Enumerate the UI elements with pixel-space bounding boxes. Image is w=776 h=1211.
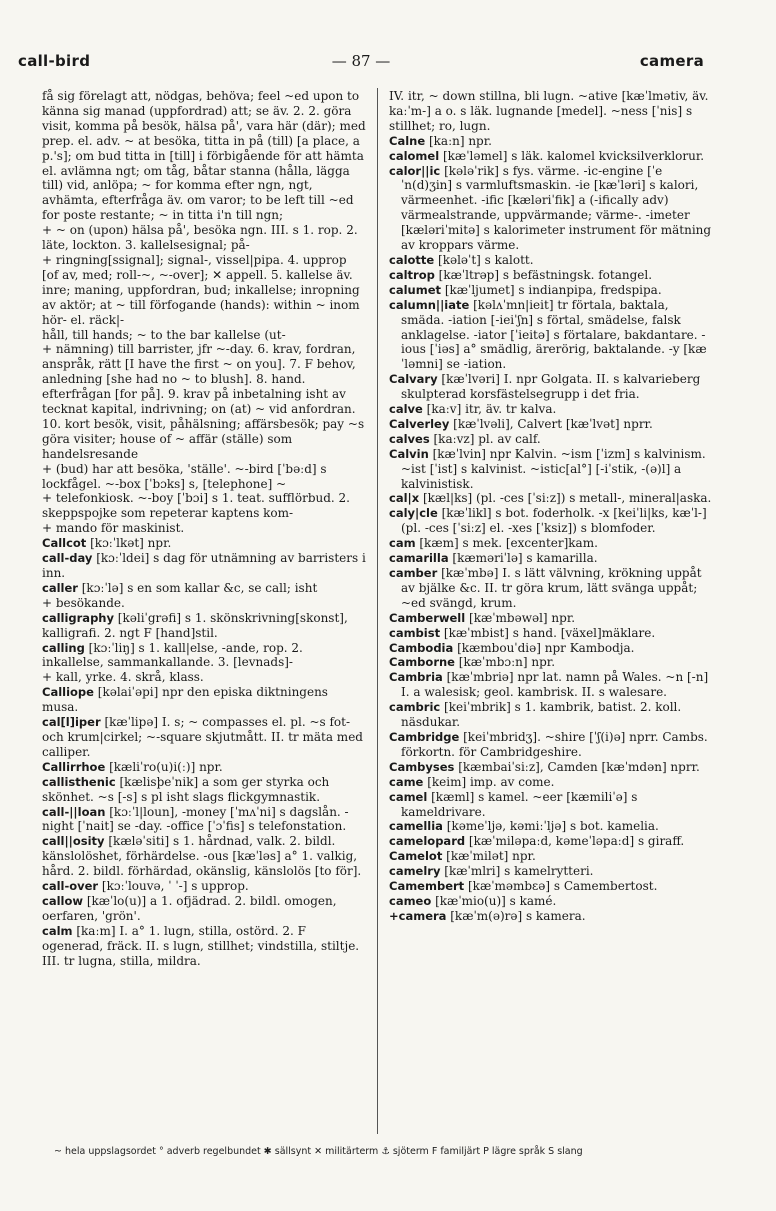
dictionary-entry	[42, 462, 366, 492]
headword: came	[389, 774, 424, 789]
entry-text: [kæˈmbə] I. s lätt välvning, krökning uppåt av bjälke &c. II. tr göra krum, lätt svänga uppåt; ~ed svängd, krum.	[401, 566, 702, 610]
dictionary-entry	[389, 506, 713, 536]
dictionary-entry	[389, 432, 713, 447]
dictionary-entry	[389, 551, 713, 566]
headword: camarilla	[389, 551, 449, 566]
headword: call-over	[42, 879, 99, 894]
column-divider	[377, 88, 378, 1134]
dictionary-entry	[389, 894, 713, 909]
headword: camelopard	[389, 834, 466, 849]
entry-text: [keiˈmbrik] s 1. kambrik, batist. 2. koll. näsdukar.	[401, 700, 682, 730]
headword: cambric	[389, 700, 441, 715]
dictionary-entry	[42, 924, 366, 969]
entry-text: [kɔːˈl|loun], -money [ˈmʌˈni] s dagslån. -night [ˈnait] se -day. -office [ˈɔˈfis] s telefonstation.	[42, 804, 349, 834]
entry-text: [kæˈmlri] s kamelrytteri.	[440, 864, 594, 879]
entry-text: [kæmbaiˈsiːz], Camden [kæˈmdən] nprr.	[454, 759, 700, 774]
headword: calling	[42, 640, 85, 655]
headword: Camberwell	[389, 610, 466, 625]
dictionary-entry	[389, 253, 713, 268]
dictionary-entry	[42, 760, 366, 775]
dictionary-entry	[389, 730, 713, 760]
entry-text: + telefonkiosk. ~-boy [ˈbɔi] s 1. teat. sufflörbud. 2. skeppspojke som repeterar kaptens kom-	[42, 491, 350, 521]
dictionary-entry	[42, 611, 366, 641]
headword: cal[l]iper	[42, 715, 101, 730]
entry-text: [kɔːˈlkət] npr.	[86, 536, 172, 551]
headword: call-||loan	[42, 804, 106, 819]
entry-text: + kall, yrke. 4. skrå, klass.	[42, 670, 204, 685]
dictionary-entry	[42, 805, 366, 835]
headword: camel	[389, 789, 428, 804]
dictionary-entry	[389, 775, 713, 790]
entry-text: [kæˈlo(u)] a 1. ofjädrad. 2. bildl. omogen, oerfaren, 'grön'.	[42, 893, 337, 923]
dictionary-entry	[42, 775, 366, 805]
dictionary-entry	[389, 283, 713, 298]
headword: call-day	[42, 551, 93, 566]
entry-text: [keiˈmbridʒ]. ~shire [ˈʃ(i)ə] nprr. Cambs. förkortn. för Cambridgeshire.	[401, 729, 708, 759]
dictionary-entry	[389, 268, 713, 283]
headword: cameo	[389, 893, 432, 908]
entry-text: [kəlaiˈəpi] npr den episka diktningens musa.	[42, 685, 328, 715]
headword: Camelot	[389, 849, 443, 864]
entry-text: + besökande.	[42, 595, 125, 610]
entry-text: [kæml] s kamel. ~eer [kæmiliˈə] s kameldrivare.	[401, 789, 638, 819]
headword: Calliope	[42, 685, 94, 700]
dictionary-entry	[389, 164, 713, 253]
entry-text: + mando för maskinist.	[42, 521, 185, 536]
entry-text: [kəliˈgrəfi] s 1. skönskrivning[skonst], kalligrafi. 2. ngt F [hand]stil.	[42, 610, 348, 640]
dictionary-entry	[389, 611, 713, 626]
dictionary-entry	[389, 402, 713, 417]
entry-text: [kaːvz] pl. av calf.	[429, 431, 541, 446]
left-guide-word: call-bird	[18, 52, 91, 70]
dictionary-entry	[389, 909, 713, 924]
entry-text: [kæˈmbriə] npr lat. namn på Wales. ~n [-n] I. a walesisk; geol. kambrisk. II. s walesare.	[401, 670, 709, 700]
headword: camber	[389, 566, 438, 580]
entry-text: [kæˈlikl] s bot. foderholk. -x [keiˈli|ks, kæˈl-] (pl. -ces [ˈsiːz] el. -xes [ˈksiz]) s blomfoder.	[401, 506, 707, 536]
headword: Cambria	[389, 670, 443, 685]
entry-text: [kæˈmbɔːn] npr.	[454, 655, 556, 670]
entry-text: IV. itr, ~ down stillna, bli lugn. ~ative [kæˈlmətiv, äv. kaːˈm-] a o. s läk. lugnande [medel]. ~ness [ˈnis] s stillhet; ro, lugn.	[389, 89, 709, 133]
entry-text: [kəlʌˈmn|ieit] tr förtala, baktala, smäda. -iation [-ieiˈʃn] s förtal, smädelse, falsk anklagelse. -iator [ˈieitə] s förtalare, bakdantare. -ious [ˈiəs] a° smädlig, ärerörig, baktalande. -y [kæˈləmni] se -iation.	[401, 297, 707, 372]
dictionary-entry	[389, 149, 713, 164]
entry-text: [kɔːˈlə] s en som kallar &c, se call; isht	[77, 580, 318, 595]
entry-text: få sig förelagt att, nödgas, behöva; feel ~ed upon to känna sig manad (uppfordrad) att; se äv. 2. 2. göra visit, komma på besök, hälsa på', vara här (där); med prep. el. adv. ~ at besöka, titta in på (till) [a place, a p.'s]; om bud titta in [till] i förbigående för att hämta el. avlämna ngt; om tåg, båtar stanna (hålla, lägga till) vid, anlöpa; ~ for komma efter ngn, ngt, avhämta, efterfråga äv. om varor; to be left till ~ed for poste restante; ~ in titta i'n till ngn;	[42, 89, 366, 223]
dictionary-entry	[389, 134, 713, 149]
dictionary-entry	[389, 641, 713, 656]
entry-text: [kæˈməmbɛə] s Camembertost.	[464, 879, 658, 894]
dictionary-entry	[42, 894, 366, 924]
dictionary-entry	[389, 372, 713, 402]
entry-text: [kælisþeˈnik] a som ger styrka och skönhet. ~s [-s] s pl isht slags flickgymnastik.	[42, 774, 330, 804]
headword: calves	[389, 431, 430, 446]
entry-text: [kæl|ks] (pl. -ces [ˈsiːz]) s metall-, mineral|aska.	[419, 491, 712, 506]
entry-text: [kæˈljumet] s indianpipa, fredspipa.	[441, 282, 662, 297]
dictionary-entry	[389, 298, 713, 373]
dictionary-entry	[389, 536, 713, 551]
dictionary-entry	[42, 879, 366, 894]
entry-text: [kæˈlvəli], Calvert [kæˈlvət] nprr.	[449, 416, 653, 431]
right-column	[389, 89, 713, 924]
dictionary-entry	[389, 655, 713, 670]
headword: caly|cle	[389, 506, 438, 521]
dictionary-entry	[42, 223, 366, 253]
headword: calumn||iate	[389, 297, 470, 312]
right-guide-word: camera	[639, 52, 704, 70]
dictionary-entry	[389, 89, 713, 134]
headword: calor||ic	[389, 163, 441, 178]
entry-text: [kələˈrik] s fys. värme. -ic-engine [ˈeˈn(d)ʒin] s varmluftsmaskin. -ie [kæˈləri] s kalori, värmeenhet. -ific [kæləriˈfik] a (-ifically adv) värmealstrande, uppvärmande; värme-. -imeter [kæləriˈmitə] s kalorimeter instrument för mätning av kroppars värme.	[401, 163, 712, 253]
dictionary-entry	[389, 700, 713, 730]
entry-text: [kæməriˈlə] s kamarilla.	[448, 551, 598, 566]
dictionary-entry	[389, 819, 713, 834]
dictionary-entry	[389, 670, 713, 700]
entry-text: [kæˈlipə] I. s; ~ compasses el. pl. ~s fot- och krum|cirkel; ~-square skjutmått. II. tr mäta med calliper.	[42, 715, 363, 759]
page-number: — 87 —	[331, 52, 391, 70]
dictionary-entry	[42, 253, 366, 328]
entry-text: + (bud) har att besöka, 'ställe'. ~-bird [ˈbəːd] s lockfågel. ~-box [ˈbɔks] s, [telephone] ~	[42, 461, 327, 491]
headword: callow	[42, 893, 83, 908]
headword: cal|x	[389, 491, 420, 506]
entry-text: [kaːm] I. a° 1. lugn, stilla, ostörd. 2. F ogenerad, fräck. II. s lugn, stillhet; vindstilla, stiltje. III. tr lugna, stilla, mildra.	[42, 923, 360, 968]
entry-text: [kæˈlvin] npr Kalvin. ~ism [ˈizm] s kalvinism. ~ist [ˈist] s kalvinist. ~istic[al°] [-iˈstik, -(ə)l] a kalvinistisk.	[401, 446, 706, 491]
dictionary-entry	[389, 447, 713, 492]
headword: calve	[389, 402, 423, 417]
headword: cambist	[389, 625, 441, 640]
headword: calligraphy	[42, 610, 114, 625]
headword: Camembert	[389, 879, 465, 894]
dictionary-entry	[389, 760, 713, 775]
headword: caltrop	[389, 267, 435, 282]
entry-text: [kɔːˈliŋ] s 1. kall|else, -ande, rop. 2. inkallelse, sammankallande. 3. [levnads]-	[42, 640, 303, 670]
dictionary-entry	[42, 581, 366, 596]
dictionary-entry	[389, 566, 713, 611]
entry-text: [kæˈm(ə)rə] s kamera.	[446, 908, 586, 923]
entry-text: [keim] imp. av come.	[423, 774, 555, 789]
running-header	[18, 52, 704, 76]
dictionary-entry	[42, 521, 366, 536]
entry-text: [kɔːˈldei] s dag för utnämning av barristers i inn.	[42, 551, 366, 580]
headword: calotte	[389, 252, 435, 267]
dictionary-entry	[389, 626, 713, 641]
entry-text: [kaːn] npr.	[425, 133, 492, 148]
headword: calm	[42, 923, 73, 938]
entry-text: [kaːv] itr, äv. tr kalva.	[422, 402, 557, 417]
entry-text: [kələˈt] s kalott.	[434, 252, 534, 267]
entry-text: [kæˈləmel] s läk. kalomel kvicksilverklorur.	[439, 148, 705, 163]
headword: Cambridge	[389, 729, 460, 744]
dictionary-entry	[42, 536, 366, 551]
dictionary-entry	[42, 491, 366, 521]
headword: Callirrhoe	[42, 759, 106, 774]
dictionary-entry	[42, 328, 366, 343]
dictionary-entry	[389, 849, 713, 864]
headword: callisthenic	[42, 774, 116, 789]
headword: Calne	[389, 133, 426, 148]
entry-text: håll, till hands; ~ to the bar kallelse (ut-	[42, 327, 286, 342]
entry-text: + nämning) till barrister, jfr ~-day. 6. krav, fordran, anspråk, rätt [I have the first ~ on you]. 7. F behov, anledning [she had no ~ to blush]. 8. hand. efterfrågan [for på]. 9. krav på inbetalning isht av tecknat kapital, indrivning; on (at) ~ vid anfordran. 10. kort besök, visit, påhälsning; affärsbesök; pay ~s göra visiter; house of ~ affär (ställe) som handelsresande	[42, 342, 365, 461]
dictionary-entry	[42, 715, 366, 760]
entry-text: [kɔːˈlouvə, ˈ ˈ-] s upprop.	[98, 879, 249, 894]
entry-text: [kæˈmilət] npr.	[442, 849, 536, 864]
entry-text: [kæˈmio(u)] s kamé.	[431, 893, 557, 908]
left-column	[42, 89, 366, 968]
dictionary-entry	[389, 790, 713, 820]
entry-text: + ~ on (upon) hälsa på', besöka ngn. III. s 1. rop. 2. läte, lockton. 3. kallelsesignal; på-	[42, 223, 358, 253]
headword: Calvary	[389, 372, 438, 387]
entry-text: + ringning[ssignal]; signal-, vissel|pipa. 4. upprop [of av, med; roll-~, ~-over]; ✕ appell. 5. kallelse äv. inre; maning, uppfordran, bud; inkallelse; inropning av aktör; at ~ till förfogande (hands): within ~ inom hör- el. räck|-	[42, 252, 360, 327]
headword: call||osity	[42, 834, 105, 849]
dictionary-entry	[42, 685, 366, 715]
headword: Calvin	[389, 446, 429, 461]
entry-text: [kæm] s mek. [excenter]kam.	[415, 536, 598, 551]
dictionary-entry	[389, 417, 713, 432]
dictionary-entry	[42, 670, 366, 685]
headword: camelry	[389, 864, 441, 879]
entry-text: [kæˈltrəp] s befästningsk. fotangel.	[434, 267, 653, 282]
dictionary-entry	[389, 834, 713, 849]
entry-text: [kæˈmiləpaːd, kəmeˈləpaːd] s giraff.	[465, 834, 685, 849]
dictionary-entry	[42, 834, 366, 879]
headword: +camera	[389, 908, 447, 923]
entry-text: [kæˈlvəri] I. npr Golgata. II. s kalvarieberg skulpterad korsfästelsegrupp i det fria.	[401, 372, 701, 402]
dictionary-entry	[389, 864, 713, 879]
entry-text: [kæləˈsiti] s 1. hårdnad, valk. 2. bildl. känslolöshet, förhärdelse. -ous [kæˈləs] a° 1. valkig, hård. 2. bildl. förhärdad, okänslig, känslolös [to för].	[42, 834, 362, 879]
headword: Cambodia	[389, 640, 454, 655]
headword: Cambyses	[389, 759, 455, 774]
entry-text: [kæˈmbəwəl] npr.	[465, 610, 576, 625]
abbreviation-key: ~ hela uppslagsordet ° adverb regelbundet ✱ sällsynt ✕ militärterm ⚓ sjöterm F familjärt P lägre språk S slang	[54, 1146, 583, 1157]
entry-text: [kəmeˈljə, kəmiːˈljə] s bot. kamelia.	[442, 819, 659, 834]
entry-text: [kæliˈro(u)i(ː)] npr.	[105, 759, 223, 774]
headword: cam	[389, 536, 416, 551]
headword: Callcot	[42, 536, 87, 551]
headword: Camborne	[389, 655, 455, 670]
dictionary-entry	[389, 491, 713, 506]
dictionary-entry	[42, 596, 366, 611]
headword: camellia	[389, 819, 443, 834]
dictionary-entry	[42, 641, 366, 671]
entry-text: [kæˈmbist] s hand. [växel]mäklare.	[440, 625, 656, 640]
headword: caller	[42, 580, 78, 595]
headword: calomel	[389, 148, 440, 163]
dictionary-entry	[42, 342, 366, 461]
headword: calumet	[389, 282, 441, 297]
dictionary-entry	[42, 551, 366, 581]
entry-text: [kæmbouˈdiə] npr Kambodja.	[453, 640, 635, 655]
headword: Calverley	[389, 416, 450, 431]
dictionary-entry	[389, 879, 713, 894]
dictionary-entry	[42, 89, 366, 223]
